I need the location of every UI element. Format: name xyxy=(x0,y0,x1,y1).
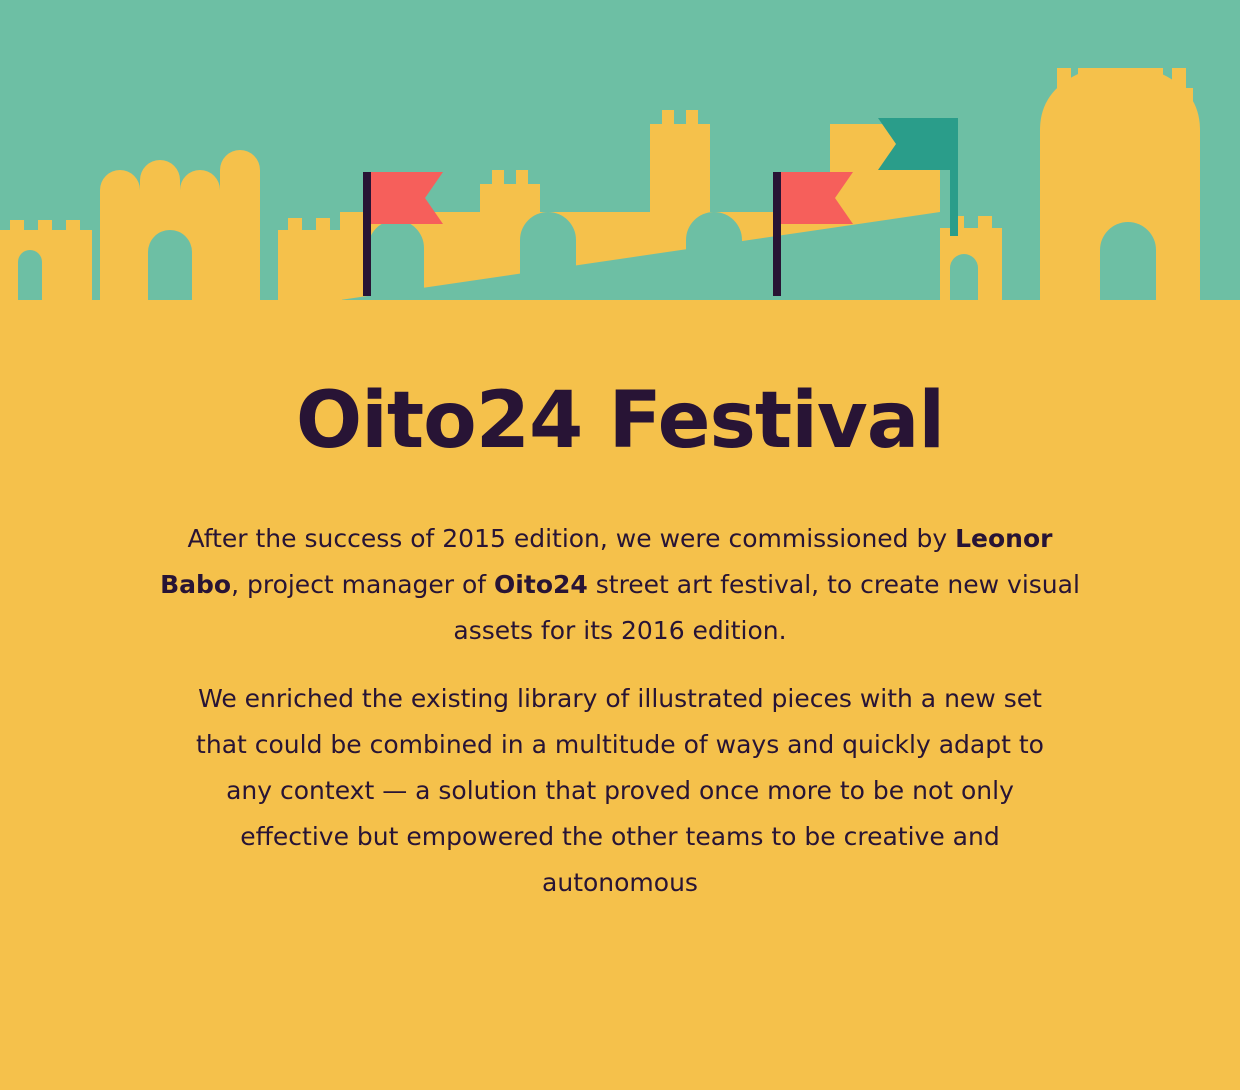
hero-illustration xyxy=(0,0,1240,300)
content-block xyxy=(0,300,1240,906)
intro-text-part-2: , project manager of xyxy=(231,570,495,599)
page-title: Oito24 Festival xyxy=(295,376,945,466)
intro-paragraph xyxy=(160,516,1080,654)
sandcastle-skyline-icon xyxy=(0,0,1240,300)
flag-pole-right xyxy=(773,172,781,296)
intro-text-part-3: street art festival, to create new visual assets for its 2016 edition. xyxy=(453,570,1080,645)
festival-name: Oito24 xyxy=(494,570,588,599)
body-paragraph: We enriched the existing library of illustrated pieces with a new set that could be combined in a multitude of ways and quickly adapt to any context — a solution that proved once more to be not only effective but empowered the other teams to be creative and autonomous xyxy=(196,684,1044,897)
flag-pole-teal xyxy=(950,118,958,236)
person-name: Leonor Babo xyxy=(160,524,1053,599)
intro-text-part-1: After the success of 2015 edition, we were commissioned by xyxy=(187,524,956,553)
flag-pole-left xyxy=(363,172,371,296)
